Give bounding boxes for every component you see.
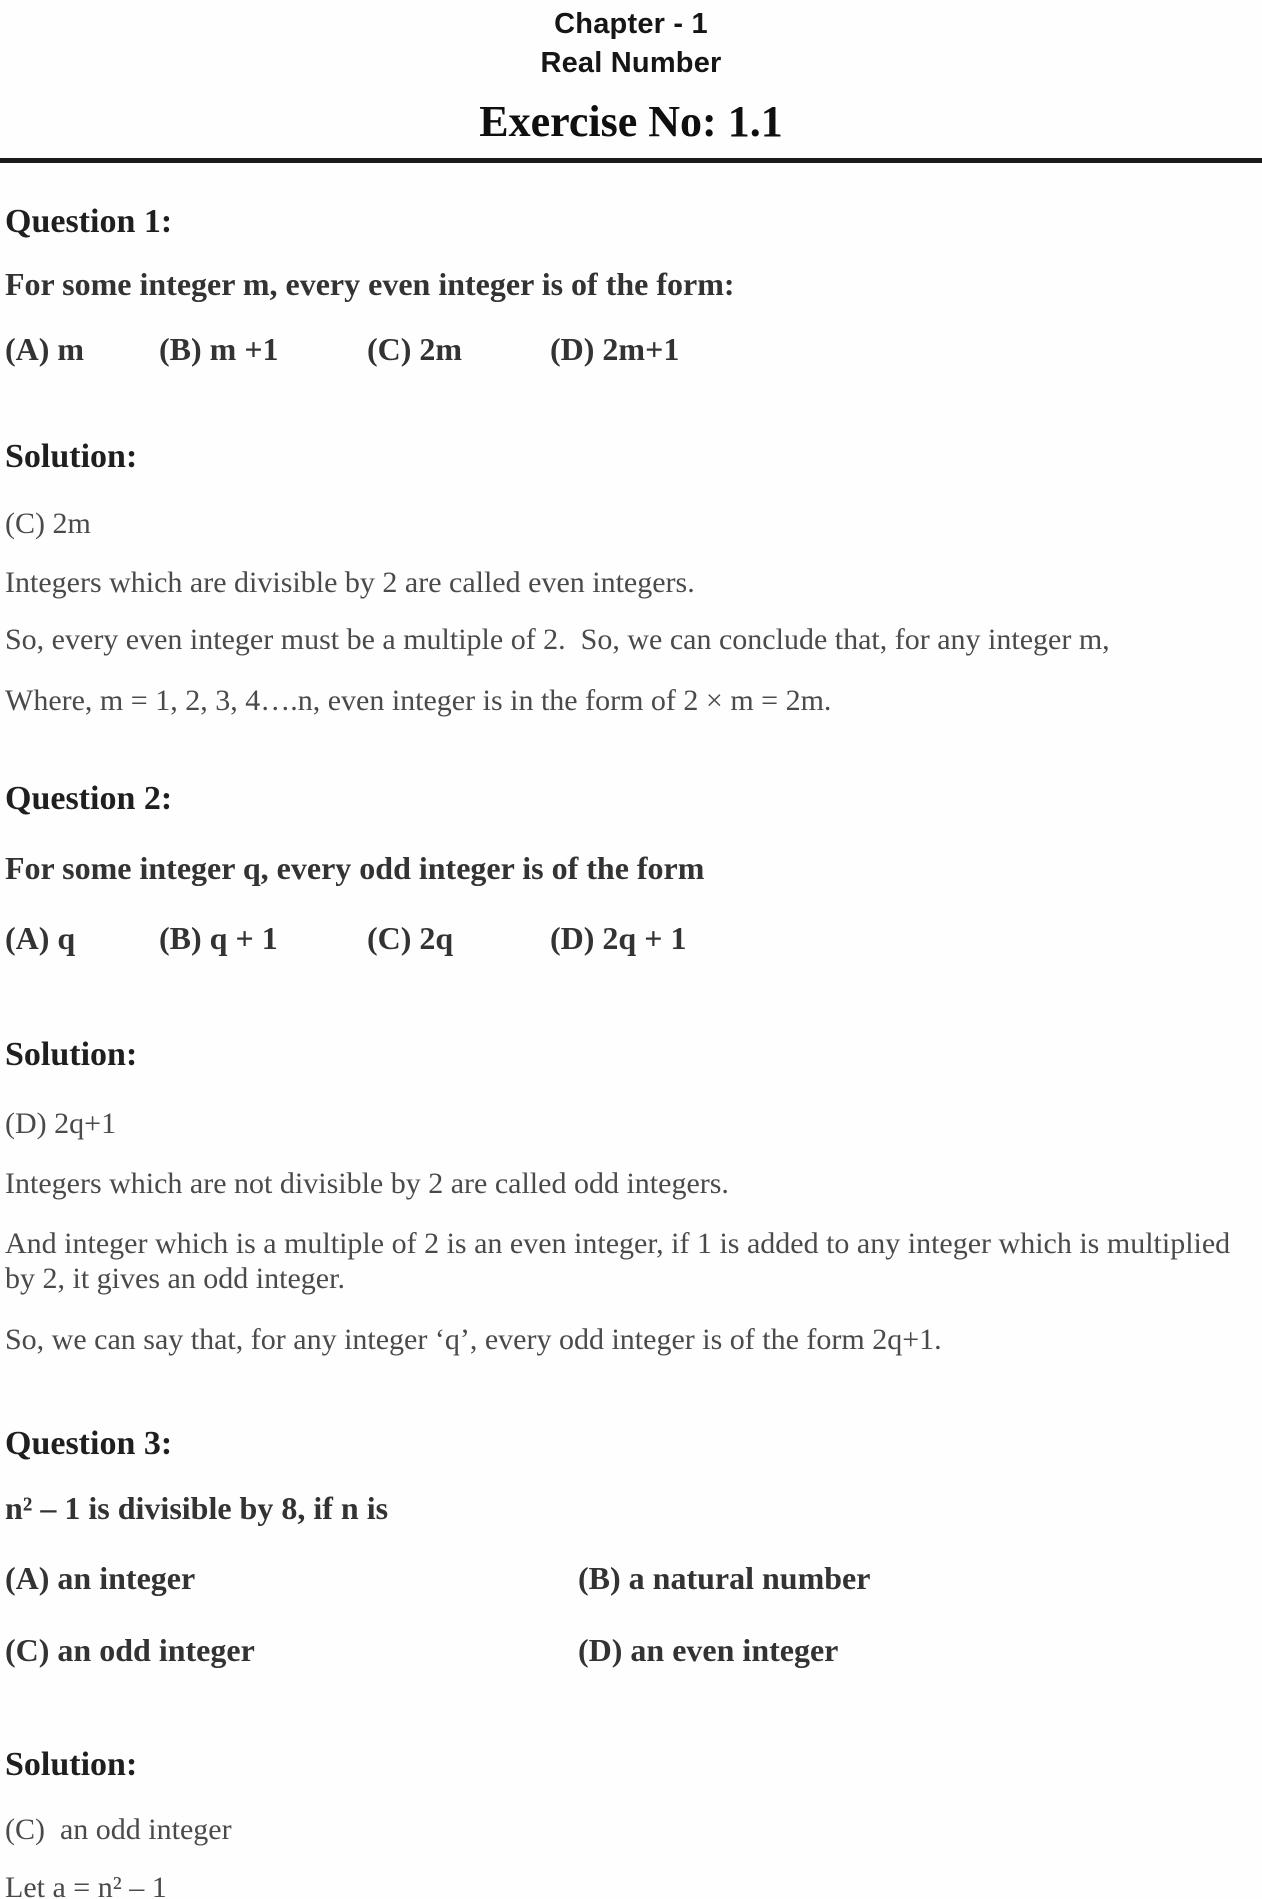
- chapter-subtitle: Real Number: [540, 47, 722, 79]
- question-2-option-c: (C) 2q: [367, 920, 454, 956]
- solution-1-answer: (C) 2m: [5, 507, 91, 540]
- solution-1-line-1: Integers which are divisible by 2 are called even integers.: [5, 566, 695, 599]
- solution-1-label: Solution:: [5, 438, 138, 475]
- question-2-options: [5, 920, 1240, 957]
- question-1-option-c: (C) 2m: [367, 331, 463, 367]
- question-1-options: [5, 331, 1240, 368]
- question-3-option-c: (C) an odd integer: [5, 1632, 255, 1668]
- question-3-option-a: (A) an integer: [5, 1560, 196, 1596]
- question-1-label: Question 1:: [5, 203, 173, 240]
- question-1-option-b: (B) m +1: [159, 331, 279, 367]
- solution-2-line-1: Integers which are not divisible by 2 are called odd integers.: [5, 1167, 729, 1200]
- question-3-options-row-2: [5, 1632, 1240, 1669]
- question-2-option-b: (B) q + 1: [159, 920, 278, 956]
- question-3-label: Question 3:: [5, 1425, 173, 1462]
- question-1-option-d: (D) 2m+1: [550, 331, 680, 367]
- solution-2-label: Solution:: [5, 1036, 138, 1073]
- solution-3-label: Solution:: [5, 1746, 138, 1783]
- question-2-option-d: (D) 2q + 1: [550, 920, 687, 956]
- question-2-text: For some integer q, every odd integer is of the form: [5, 850, 705, 886]
- exercise-heading: Exercise No: 1.1: [479, 97, 783, 146]
- question-3-text: n² – 1 is divisible by 8, if n is: [5, 1490, 389, 1526]
- solution-3-answer: (C) an odd integer: [5, 1813, 232, 1846]
- question-2-option-a: (A) q: [5, 920, 76, 956]
- question-1-option-a: (A) m: [5, 331, 85, 367]
- question-1-text: For some integer m, every even integer is of the form:: [5, 266, 735, 302]
- chapter-heading: Chapter - 1: [554, 8, 708, 40]
- question-2-label: Question 2:: [5, 780, 173, 817]
- solution-3-line-1: Let a = n² – 1: [5, 1871, 167, 1899]
- solution-1-line-3: Where, m = 1, 2, 3, 4….n, even integer is in the form of 2 × m = 2m.: [5, 684, 832, 717]
- question-3-options-row-1: [5, 1560, 1240, 1597]
- question-3-option-b: (B) a natural number: [578, 1560, 871, 1596]
- solution-2-line-3: So, we can say that, for any integer ‘q’, every odd integer is of the form 2q+1.: [5, 1323, 942, 1356]
- solution-2-answer: (D) 2q+1: [5, 1107, 117, 1140]
- question-3-option-d: (D) an even integer: [578, 1632, 839, 1668]
- solution-1-line-2: So, every even integer must be a multiple of 2. So, we can conclude that, for any integer m,: [5, 623, 1110, 656]
- header-divider: [0, 158, 1262, 163]
- solution-2-line-2: And integer which is a multiple of 2 is an even integer, if 1 is added to any integer which is multiplied by 2, it gives an odd integer.: [5, 1227, 1238, 1296]
